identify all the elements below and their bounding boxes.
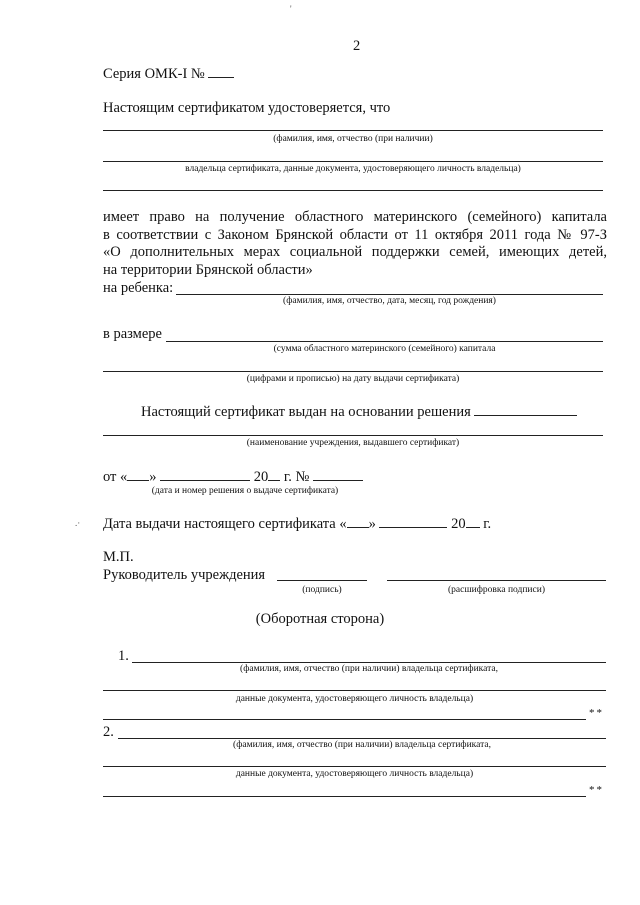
child-caption: (фамилия, имя, отчество, дата, месяц, год рождения) [283,296,496,306]
issued-basis-line [141,403,577,421]
right-paragraph-line: «О дополнительных мерах социальной поддержки семей, имеющих детей, [103,244,607,260]
signature-decode-line[interactable] [387,580,606,581]
issue-date-mid: » [368,516,376,532]
right-paragraph-line: на территории Брянской области» [103,261,313,278]
date-year-suffix: г. № [283,469,310,485]
issued-basis-text: Настоящий сертификат выдан на основании решения [141,404,471,420]
right-paragraph-line: имеет право на получение областного материнского (семейного) капитала [103,209,607,225]
item-1-fio-caption: (фамилия, имя, отчество (при наличии) владельца сертификата, [240,664,498,674]
item-2-fio-line[interactable] [118,738,606,739]
certifies-text: Настоящим сертификатом удостоверяется, что [103,100,391,116]
item-1-number: 1. [118,648,129,664]
item-1-stars: ** [589,707,604,719]
item-2-doc-caption: данные документа, удостоверяющего личность владельца) [235,769,474,779]
decision-blank[interactable] [474,403,577,416]
item-2-fio-caption: (фамилия, имя, отчество (при наличии) владельца сертификата, [233,740,491,750]
fio-caption: (фамилия, имя, отчество (при наличии) [273,134,433,144]
child-line[interactable] [176,294,603,295]
amount-label: в размере [103,326,162,342]
issue-day-blank[interactable] [347,515,369,528]
scan-dots: .· [75,518,81,528]
date-year-prefix: 20 [253,469,269,485]
item-1-doc-caption: данные документа, удостоверяющего личность владельца) [235,694,474,704]
amount-words-line[interactable] [103,371,603,372]
fio-line[interactable] [103,130,603,131]
series-line [103,65,234,83]
scan-mark: ' [290,4,292,14]
issue-month-blank[interactable] [379,515,447,528]
decision-month-blank[interactable] [160,468,250,481]
page-number: 2 [353,38,361,54]
item-2-doc-line[interactable] [103,766,606,767]
item-2-number: 2. [103,724,114,740]
right-paragraph-line: в соответствии с Законом Брянской области от 11 октября 2011 года № 97-З [103,226,607,243]
decision-year-blank[interactable] [268,468,280,481]
decision-caption: (дата и номер решения о выдаче сертификата) [151,486,339,496]
signature-line[interactable] [277,580,367,581]
issue-year-prefix: 20 [451,516,466,532]
owner-doc-line[interactable] [103,161,603,162]
signature-decode-caption: (расшифровка подписи) [448,585,545,595]
decision-day-blank[interactable] [127,468,149,481]
series-label: Серия ОМК-I № [103,66,205,82]
issue-year-blank[interactable] [466,515,480,528]
issue-date-label: Дата выдачи настоящего сертификата « [103,516,347,532]
item-1-doc-line[interactable] [103,690,606,691]
owner-doc-line-2[interactable] [103,190,603,191]
reverse-side-title: (Оборотная сторона) [255,611,385,627]
item-2-doc-line-2[interactable] [103,796,586,797]
institution-caption: (наименование учреждения, выдавшего сертификат) [246,438,460,448]
date-from-prefix: от « [103,469,128,485]
item-1-doc-line-2[interactable] [103,719,586,720]
right-paragraph [103,209,607,279]
series-number-blank[interactable] [208,65,234,78]
head-label: Руководитель учреждения [103,567,266,583]
decision-number-blank[interactable] [313,468,363,481]
amount-line[interactable] [166,341,603,342]
item-1-fio-line[interactable] [132,662,606,663]
date-from-mid: » [149,469,157,485]
issue-date-line [103,515,491,533]
decision-date-line [103,468,363,486]
amount-caption: (сумма областного материнского (семейного) капитала [273,344,496,354]
for-child-label: на ребенка: [103,280,174,296]
institution-line[interactable] [103,435,603,436]
owner-doc-caption: владельца сертификата, данные документа, удостоверяющего личность владельца) [185,164,521,174]
item-2-stars: ** [589,784,604,796]
signature-caption: (подпись) [302,585,342,595]
amount-words-caption: (цифрами и прописью) на дату выдачи сертификата) [246,374,460,384]
stamp-label: М.П. [103,549,134,565]
issue-year-suffix: г. [483,516,492,532]
